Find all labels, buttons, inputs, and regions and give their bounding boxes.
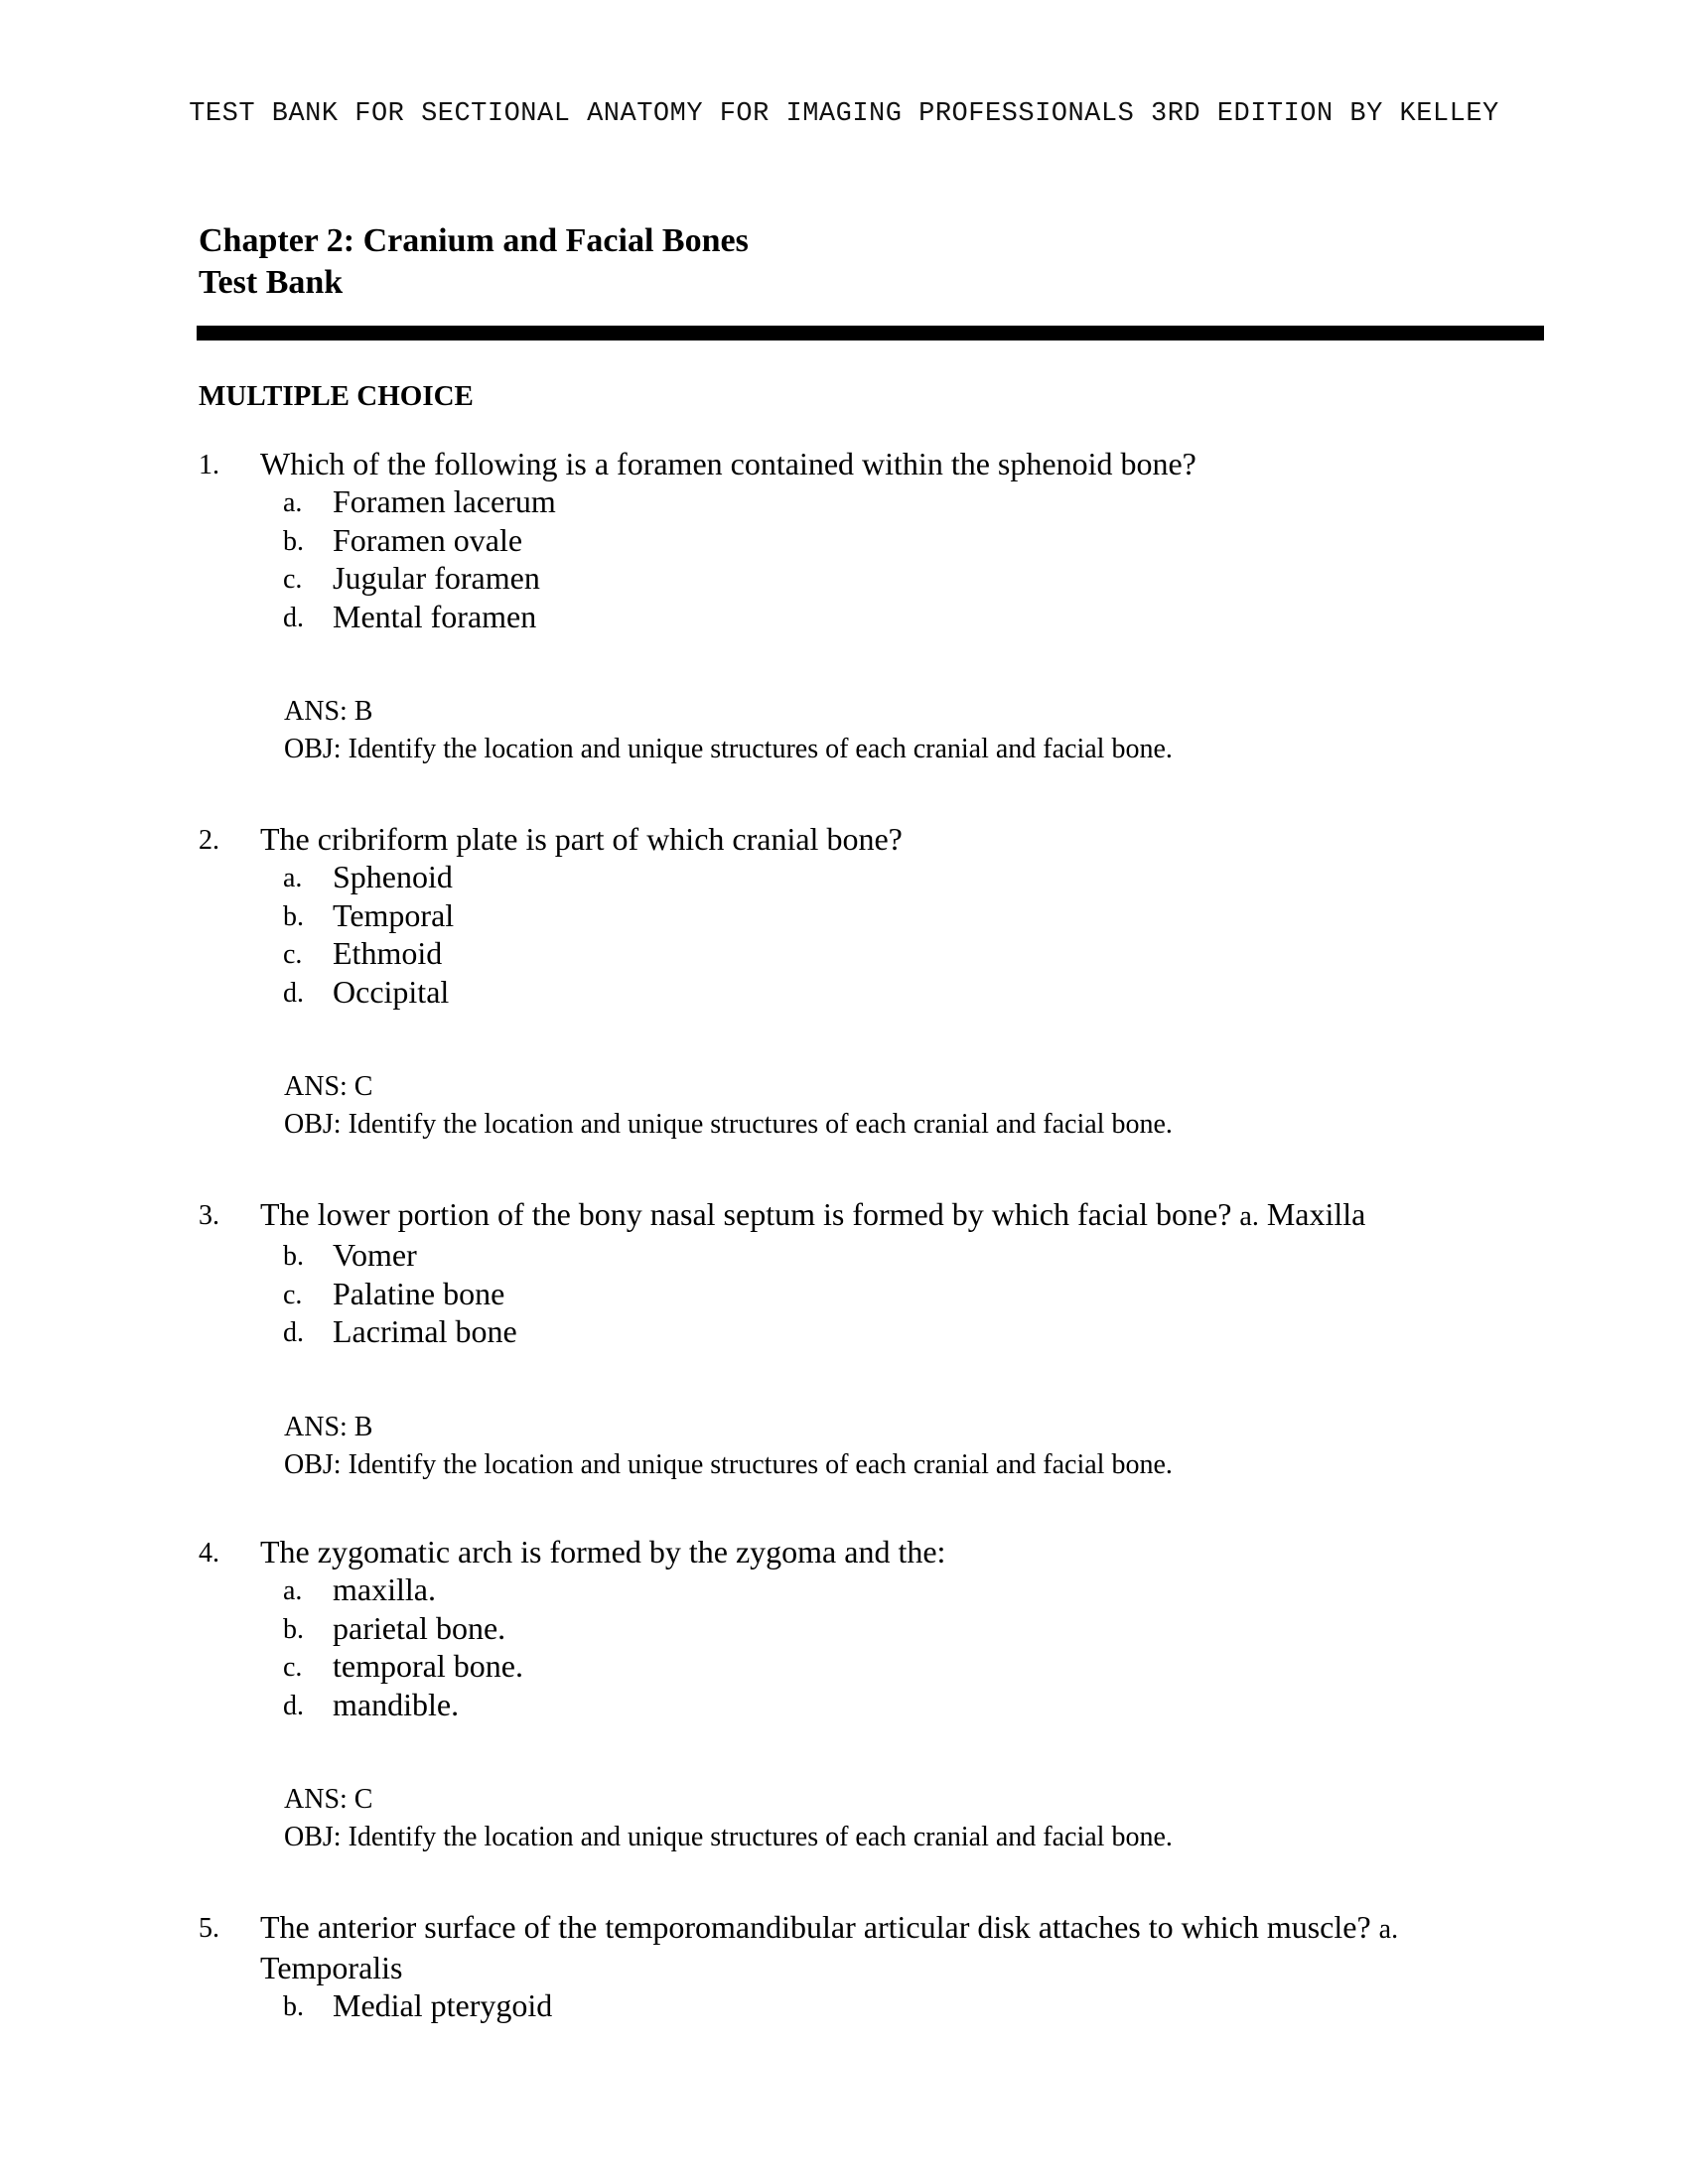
choice-d	[199, 1686, 1529, 1724]
choice-a	[199, 858, 1529, 896]
question-number: 1.	[199, 450, 219, 480]
choice-text: Mental foramen	[333, 598, 537, 634]
choice-d	[199, 598, 1529, 636]
choice-letter: c.	[283, 1652, 303, 1683]
choice-letter: a.	[283, 487, 303, 518]
choice-b	[199, 1236, 1529, 1275]
answer-key: ANS: B	[284, 696, 373, 727]
choice-text: temporal bone.	[333, 1648, 523, 1684]
inline-choice-text: Maxilla	[1266, 1196, 1366, 1232]
choice-letter: a.	[283, 1575, 303, 1606]
choice-a	[199, 482, 1529, 521]
objective: OBJ: Identify the location and unique structures of each cranial and facial bone.	[284, 1109, 1173, 1140]
choice-letter: c.	[283, 1279, 303, 1310]
question-1	[199, 445, 1529, 768]
choice-letter: b.	[283, 525, 304, 557]
title-divider	[197, 326, 1544, 341]
choice-letter: d.	[283, 602, 304, 633]
answer-block	[199, 1781, 1529, 1856]
choice-letter: d.	[283, 977, 304, 1009]
question-4	[199, 1533, 1529, 1856]
question-stem	[199, 445, 1529, 482]
question-number: 4.	[199, 1538, 219, 1569]
choice-letter: b.	[283, 1613, 304, 1645]
choice-text: parietal bone.	[333, 1609, 506, 1646]
question-3	[199, 1195, 1529, 1484]
question-5	[199, 1908, 1529, 2025]
question-number: 5.	[199, 1913, 219, 1944]
choice-text: mandible.	[333, 1686, 460, 1722]
question-text: Which of the following is a foramen contained within the sphenoid bone?	[260, 446, 1196, 481]
choice-letter: b.	[283, 1991, 304, 2022]
question-text: The lower portion of the bony nasal septum is formed by which facial bone?	[260, 1196, 1232, 1232]
choice-c	[199, 559, 1529, 598]
choice-text: Medial pterygoid	[333, 1987, 553, 2023]
question-stem	[199, 1908, 1529, 1986]
choice-b	[199, 1609, 1529, 1648]
choice-text: Palatine bone	[333, 1275, 505, 1311]
choice-letter: b.	[283, 1241, 304, 1272]
chapter-title: Chapter 2: Cranium and Facial Bones	[199, 222, 749, 259]
question-number: 3.	[199, 1200, 219, 1231]
choice-text: maxilla.	[333, 1571, 436, 1607]
choice-d	[199, 1312, 1529, 1351]
objective: OBJ: Identify the location and unique structures of each cranial and facial bone.	[284, 734, 1173, 764]
running-header: TEST BANK FOR SECTIONAL ANATOMY FOR IMAGING PROFESSIONALS 3RD EDITION BY KELLEY	[189, 99, 1499, 129]
answer-block	[199, 693, 1529, 768]
answer-block	[199, 1409, 1529, 1484]
choice-a	[199, 1570, 1529, 1609]
choice-letter: d.	[283, 1317, 304, 1348]
choice-text: Foramen lacerum	[333, 483, 556, 519]
question-stem	[199, 820, 1529, 858]
choice-letter: a.	[283, 863, 303, 893]
choice-text: Ethmoid	[333, 935, 443, 971]
choice-text: Occipital	[333, 973, 450, 1010]
choice-text: Lacrimal bone	[333, 1313, 517, 1349]
choice-letter: d.	[283, 1690, 304, 1721]
choice-c	[199, 934, 1529, 973]
choice-b	[199, 521, 1529, 560]
choice-text: Vomer	[333, 1237, 417, 1273]
question-text: The anterior surface of the temporomandibular articular disk attaches to which muscle?	[260, 1909, 1371, 1945]
inline-choice-letter: a.	[1239, 1201, 1259, 1232]
answer-key: ANS: B	[284, 1411, 373, 1442]
choice-c	[199, 1275, 1529, 1313]
chapter-title-block	[199, 220, 749, 304]
choice-b	[199, 1986, 1529, 2025]
choice-letter: c.	[283, 939, 303, 970]
question-text: The cribriform plate is part of which cranial bone?	[260, 821, 903, 857]
choice-letter: c.	[283, 564, 303, 595]
inline-choice-text: Temporalis	[260, 1950, 403, 1985]
chapter-subtitle: Test Bank	[199, 264, 344, 301]
inline-choice-letter: a.	[1378, 1914, 1399, 1945]
question-number: 2.	[199, 825, 219, 856]
choice-letter: b.	[283, 900, 304, 932]
choice-c	[199, 1647, 1529, 1686]
question-stem	[199, 1195, 1529, 1236]
answer-key: ANS: C	[284, 1071, 373, 1102]
question-text: The zygomatic arch is formed by the zygoma and the:	[260, 1534, 946, 1570]
objective: OBJ: Identify the location and unique structures of each cranial and facial bone.	[284, 1448, 1173, 1480]
objective: OBJ: Identify the location and unique structures of each cranial and facial bone.	[284, 1822, 1173, 1852]
choice-text: Jugular foramen	[333, 560, 540, 596]
choice-text: Temporal	[333, 896, 455, 933]
answer-block	[199, 1068, 1529, 1144]
section-heading: MULTIPLE CHOICE	[199, 380, 474, 412]
choice-d	[199, 973, 1529, 1012]
question-2	[199, 820, 1529, 1144]
question-stem	[199, 1533, 1529, 1570]
choice-text: Sphenoid	[333, 859, 453, 894]
choice-text: Foramen ovale	[333, 521, 523, 558]
choice-b	[199, 896, 1529, 935]
answer-key: ANS: C	[284, 1784, 373, 1815]
